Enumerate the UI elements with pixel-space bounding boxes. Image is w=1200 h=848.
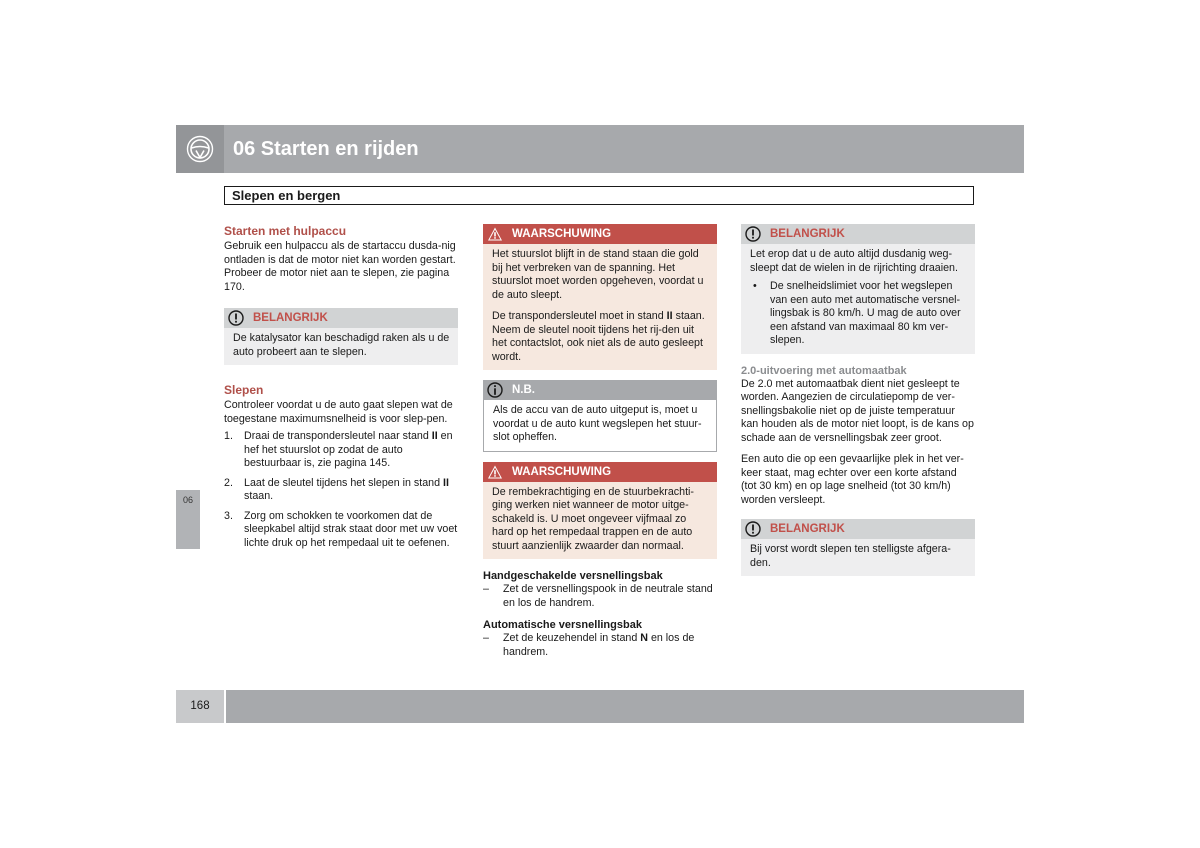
bullet-marker: • (753, 280, 757, 292)
step-number: 3. (224, 509, 233, 522)
column-right (741, 224, 975, 586)
chapter-side-tab (176, 490, 200, 549)
dash-marker: – (483, 583, 489, 595)
important-label: BELANGRIJK (253, 312, 328, 324)
important-box-wegslepen (741, 224, 975, 354)
warning-header (483, 224, 717, 244)
warning-text: Het stuurslot blijft in de stand staan die gold bij het verbreken van de spanning. Het stuurslot moet worden opgeheven, voordat u de auto sleept. (492, 248, 704, 301)
important-header (741, 519, 975, 539)
warning-triangle-icon (487, 226, 503, 242)
heading-automatisch: Automatische versnellingsbak (483, 619, 642, 631)
heading-handgeschakeld: Handgeschakelde versnellingsbak (483, 570, 663, 582)
step-emphasis: II (443, 476, 449, 489)
warning-emphasis: II (666, 310, 673, 322)
important-box-vorst (741, 519, 975, 576)
step-text: Draai de transpondersleutel naar stand (244, 430, 432, 442)
step-number: 1. (224, 430, 233, 442)
step-text: Zorg om schokken te voorkomen dat de sleepkabel altijd strak staat door met uw voet lichte druk op het rempedaal uit te oefenen. (244, 509, 458, 549)
important-text: Let erop dat u de auto altijd dusdanig weg-sleept dat de wielen in de rijrichting draaien. (750, 248, 958, 274)
important-label: BELANGRIJK (770, 228, 845, 240)
note-box-accu (483, 380, 717, 452)
chapter-header (176, 125, 1024, 173)
exclamation-circle-icon (228, 310, 244, 326)
list-item (224, 477, 458, 504)
list-item-emphasis: N (640, 632, 648, 644)
info-icon (487, 382, 503, 398)
column-middle (483, 224, 717, 667)
warning-text (492, 310, 709, 364)
important-label: BELANGRIJK (770, 523, 845, 535)
step-text: en hef het stuurslot op zodat de auto bestuurbaar is, zie pagina 145. (244, 430, 453, 469)
note-body (483, 400, 717, 452)
exclamation-circle-icon (745, 521, 761, 537)
warning-text: De rembekrachtiging en de stuurbekrachti-ging werken niet wanneer de motor uitge-schakeld is. U moet ongeveer vijfmaal zo hard op het rempedaal trappen en de auto stuurt aanzienlijk zwaarder dan normaal. (492, 485, 694, 552)
note-header (483, 380, 717, 400)
dash-marker: – (483, 632, 489, 644)
paragraph-slepen: Controleer voordat u de auto gaat slepen wat de toegestane maximumsnelheid is voor slep-pen. (224, 399, 453, 425)
list-item-text: en los de handrem. (503, 632, 695, 658)
list-item-text: De snelheidslimiet voor het wegslepen van een auto met automatische versnel-lingsbak is 80 km/h. U mag de auto over een afstand van maximaal 80 km ver-slepen. (770, 280, 961, 346)
list-item (224, 430, 458, 471)
steps-list (224, 430, 458, 550)
section-title-box (224, 186, 974, 205)
list-item-text: Zet de keuzehendel in stand (503, 632, 641, 644)
list-item-text: Zet de versnellingspook in de neutrale stand en los de handrem. (503, 583, 713, 609)
paragraph-hulpaccu: Gebruik een hulpaccu als de startaccu dusda-nig ontladen is dat de motor niet kan worden gestart. Probeer de motor niet aan te slepen, zie pagina 170. (224, 240, 456, 293)
warning-label: WAARSCHUWING (512, 465, 612, 478)
warning-text-part: staan. Neem de sleutel nooit tijdens het rij-den uit het contactslot, ook niet als de auto gesleept wordt. (492, 310, 705, 363)
paragraph-automaatbak: De 2.0 met automaatbak dient niet gesleept te worden. Aangezien de circulatiepomp de ver-snellingsbakolie niet op de juiste temperatuur kan houden als de motor niet loopt, is de kans op schade aan de versnellingsbak zeer groot. (741, 377, 974, 444)
page-number-box (176, 690, 224, 723)
heading-automaatbak: 2.0-uitvoering met automaatbak (741, 364, 907, 377)
heading-slepen: Slepen (224, 383, 264, 397)
warning-box-rembekrachtiging (483, 462, 717, 560)
steering-wheel-icon (186, 135, 214, 163)
heading-starten-met-hulpaccu: Starten met hulpaccu (224, 224, 347, 238)
chapter-title: 06 Starten en rijden (233, 138, 419, 160)
warning-body (483, 244, 717, 370)
important-body (741, 244, 975, 354)
important-header (224, 308, 458, 328)
section-title: Slepen en bergen (232, 188, 341, 203)
note-label: N.B. (512, 384, 535, 396)
step-number: 2. (224, 476, 233, 489)
exclamation-circle-icon (745, 226, 761, 242)
warning-triangle-icon (487, 464, 503, 480)
warning-header (483, 462, 717, 482)
step-emphasis: II (431, 430, 438, 442)
footer-bar (226, 690, 1024, 723)
list-item (483, 632, 717, 659)
list-item (483, 583, 717, 610)
warning-text-part: De transpondersleutel moet in stand (492, 310, 667, 322)
important-bullet-list (750, 280, 967, 348)
auto-steps-list (483, 632, 717, 659)
chapter-icon-box (176, 125, 224, 173)
important-text: De katalysator kan beschadigd raken als u de auto probeert aan te slepen. (233, 332, 450, 358)
note-text: Als de accu van de auto uitgeput is, moet u voordat u de auto kunt wegslepen het stuur-slot opheffen. (493, 404, 702, 443)
list-item (750, 280, 967, 348)
warning-box-stuurslot (483, 224, 717, 370)
warning-body (483, 482, 717, 560)
important-text: Bij vorst wordt slepen ten stelligste afgera-den. (750, 543, 951, 569)
important-header (741, 224, 975, 244)
list-item (224, 510, 458, 551)
paragraph-gevaarlijke-plek: Een auto die op een gevaarlijke plek in het ver-keer staat, mag echter over een korte afstand (tot 30 km) en op lage snelheid (tot 30 km/h) worden versleept. (741, 453, 964, 506)
column-left (224, 224, 458, 556)
warning-label: WAARSCHUWING (512, 228, 612, 240)
important-box-katalysator (224, 308, 458, 365)
step-text: Laat de sleutel tijdens het slepen in stand (244, 476, 444, 489)
side-tab-label: 06 (182, 495, 193, 505)
important-body (741, 539, 975, 576)
important-body (224, 328, 458, 365)
page-number: 168 (190, 700, 210, 712)
step-text: staan. (244, 490, 274, 502)
manual-steps-list (483, 583, 717, 610)
